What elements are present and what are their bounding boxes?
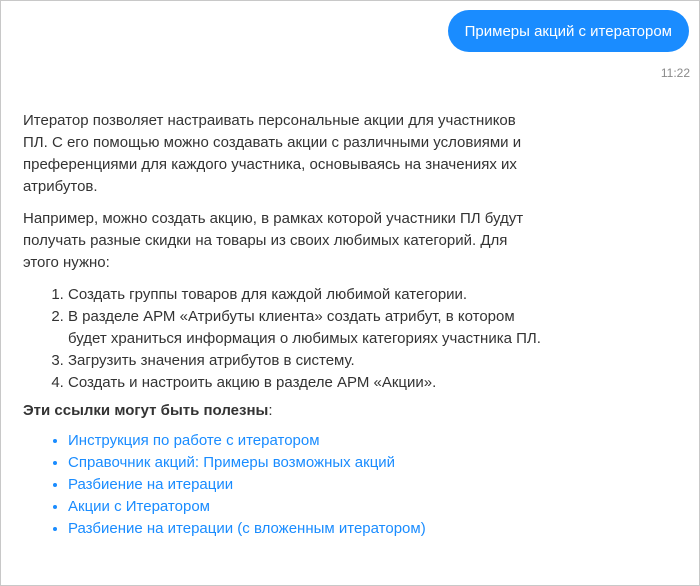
assistant-answer [23,110,543,540]
link-split-iterations[interactable]: Разбиение на итерации [68,476,234,493]
links-heading [23,400,543,422]
link-promos-with-iterator[interactable]: Акции с Итератором [68,498,210,515]
user-message-row [448,10,689,52]
step-item: 3. Загрузить значения атрибутов в систему. [68,350,543,372]
step-item: 1. Создать группы товаров для каждой любимой категории. [68,284,543,306]
link-iterator-guide[interactable]: Инструкция по работе с итератором [68,432,320,449]
user-message-text: Примеры акций с итератором [464,22,672,40]
user-message-bubble [448,10,689,52]
answer-paragraph: Итератор позволяет настраивать персональные акции для участников ПЛ. С его помощью можно создавать акции с различными условиями и преференциями для каждого участника, основываясь на значениях их атрибутов. [23,112,522,195]
step-item: 2. В разделе АРМ «Атрибуты клиента» создать атрибут, в котором будет храниться информация о любимых категориях участника ПЛ. [68,306,543,350]
list-item [68,430,543,452]
list-item [68,474,543,496]
list-item [68,452,543,474]
list-item [68,496,543,518]
step-item: 4. Создать и настроить акцию в разделе АРМ «Акции». [68,372,543,394]
answer-paragraph: Например, можно создать акцию, в рамках которой участники ПЛ будут получать разные скидки на товары из своих любимых категорий. Для этого нужно: [23,210,524,271]
links-heading-colon: : [268,402,273,419]
link-promo-reference[interactable]: Справочник акций: Примеры возможных акций [68,454,396,471]
steps-list [23,284,543,394]
list-item [68,518,543,540]
links-list [23,430,543,540]
link-split-iterations-nested[interactable]: Разбиение на итерации (с вложенным итератором) [68,520,426,537]
message-timestamp: 11:22 [660,66,690,80]
links-heading-text: Эти ссылки могут быть полезны [23,402,269,419]
